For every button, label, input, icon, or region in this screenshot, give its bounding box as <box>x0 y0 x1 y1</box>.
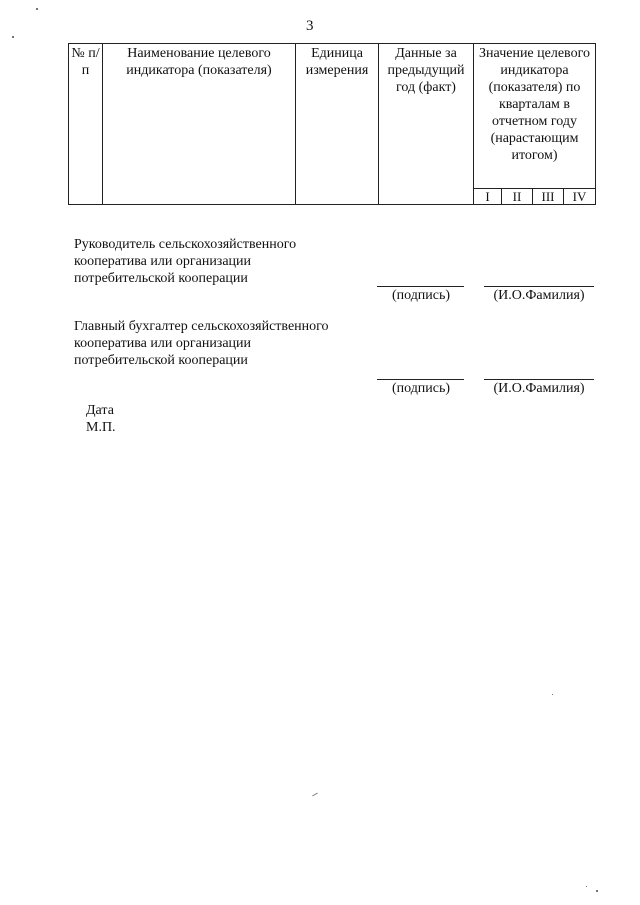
title-line: потребительской кооперации <box>74 353 248 368</box>
accountant-signature-title <box>74 318 329 369</box>
title-line: потребительской кооперации <box>74 271 248 286</box>
accountant-signature-line <box>377 379 464 380</box>
scan-speck <box>552 694 553 695</box>
page-number: 3 <box>306 18 314 34</box>
head-signature-title <box>74 236 296 287</box>
header-number: № п/п <box>69 44 103 205</box>
title-line: кооператива или организации <box>74 336 252 351</box>
date-label: Дата <box>86 403 114 418</box>
header-target-value: Значение целевого индикатора (показателя) по кварталам в отчетном году (нарастающим итогом) <box>474 44 596 189</box>
header-unit: Единица измерения <box>296 44 379 205</box>
accountant-signature-label: (подпись) <box>391 381 451 396</box>
stamp-label: М.П. <box>86 420 116 435</box>
quarter-1: I <box>474 189 502 205</box>
quarter-4: IV <box>564 189 596 205</box>
accountant-name-line <box>484 379 594 380</box>
table-header-row <box>69 44 596 189</box>
indicator-table <box>68 43 596 205</box>
title-line: кооператива или организации <box>74 254 252 269</box>
accountant-name-label: (И.О.Фамилия) <box>493 381 585 396</box>
title-line: Руководитель сельскохозяйственного <box>74 237 297 252</box>
head-signature-line <box>377 286 464 287</box>
header-previous-year: Данные за предыдущий год (факт) <box>379 44 474 205</box>
head-name-label: (И.О.Фамилия) <box>493 288 585 303</box>
header-indicator-name: Наименование целевого индикатора (показателя) <box>103 44 296 205</box>
title-line: Главный бухгалтер сельскохозяйственного <box>74 319 329 334</box>
head-name-line <box>484 286 594 287</box>
scan-speck <box>312 793 318 797</box>
scan-speck <box>36 8 38 10</box>
quarter-2: II <box>502 189 533 205</box>
scan-speck <box>596 890 598 892</box>
scan-speck <box>12 36 14 38</box>
scan-speck <box>586 886 587 887</box>
head-signature-label: (подпись) <box>391 288 451 303</box>
quarter-3: III <box>533 189 564 205</box>
